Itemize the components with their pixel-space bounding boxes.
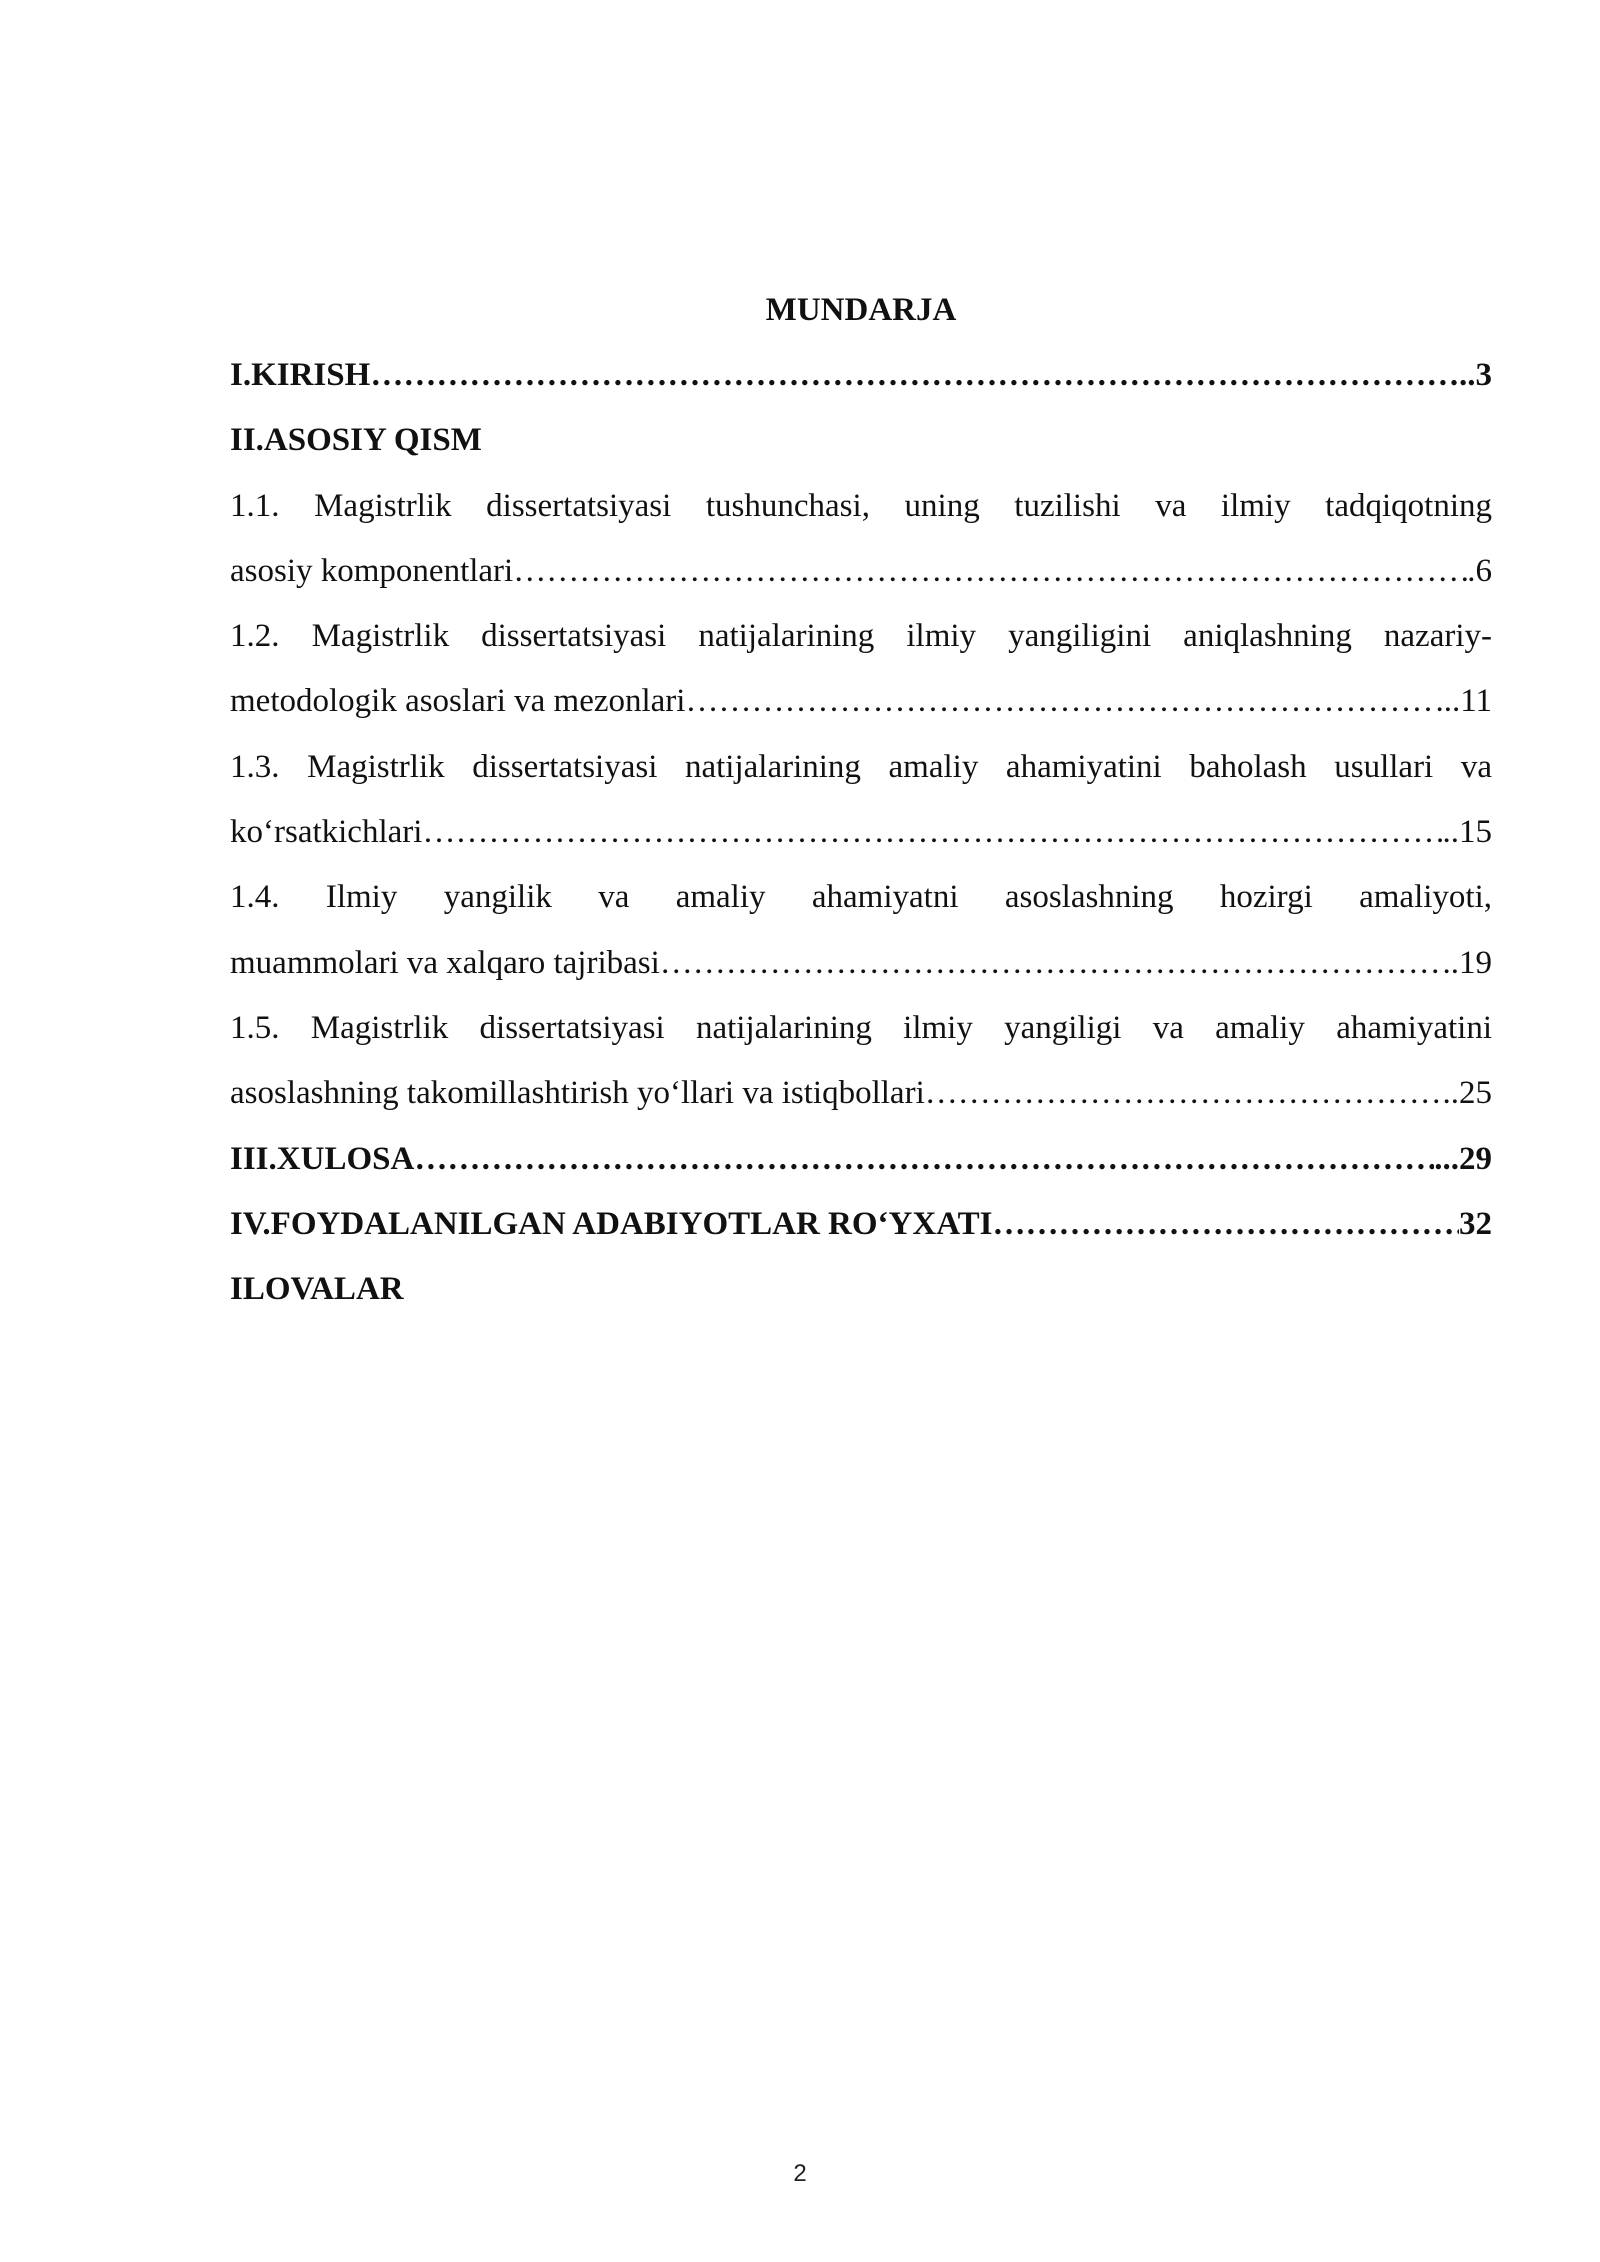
toc-page-number: ...11 <box>1435 683 1492 720</box>
toc-entry-text: asosiy komponentlari <box>230 552 514 589</box>
toc-entry-kirish[interactable] <box>230 343 1492 408</box>
dot-leader <box>925 1061 1443 1126</box>
toc-page-number: 32 <box>1459 1205 1492 1242</box>
toc-page-number: .6 <box>1467 552 1492 589</box>
toc-entry-1-2-line2[interactable] <box>230 669 1492 734</box>
toc-entry-text: I.KIRISH <box>230 357 371 393</box>
dot-leader <box>992 1192 1459 1257</box>
dot-leader <box>370 343 1459 408</box>
toc-entry-text: metodologik asoslari va mezonlari <box>230 683 686 720</box>
dot-leader <box>513 539 1467 604</box>
toc-page-number: ...29 <box>1434 1140 1492 1177</box>
toc-entry-ilovalar[interactable]: ILOVALAR <box>230 1271 404 1308</box>
toc-entry-1-5-line2[interactable] <box>230 1061 1492 1126</box>
toc-title: MUNDARJA <box>765 292 957 328</box>
toc-page-number: ..25 <box>1442 1075 1492 1112</box>
toc-entry-1-4-line2[interactable] <box>230 931 1492 996</box>
toc-entry-1-1-line1[interactable]: 1.1. Magistrlik dissertatsiyasi tushunchasi, uning tuzilishi va ilmiy tadqiqotning <box>230 487 1492 524</box>
toc-entry-adabiyotlar[interactable] <box>230 1192 1492 1257</box>
toc-entry-text: ko‘rsatkichlari <box>230 814 423 851</box>
toc-entry-text: III.XULOSA <box>230 1140 415 1177</box>
dot-leader <box>422 800 1442 865</box>
toc-entry-1-3-line1[interactable]: 1.3. Magistrlik dissertatsiyasi natijalarining amaliy ahamiyatini baholash usullari va <box>230 748 1492 785</box>
toc-entry-asosiy-qism[interactable]: II.ASOSIY QISM <box>230 422 482 459</box>
toc-entry-1-1-line2[interactable] <box>230 539 1492 604</box>
toc-entry-1-2-line1[interactable]: 1.2. Magistrlik dissertatsiyasi natijalarining ilmiy yangiligini aniqlashning nazariy- <box>230 618 1492 655</box>
toc-page-number: ..15 <box>1442 814 1492 851</box>
toc-entry-1-5-line1[interactable]: 1.5. Magistrlik dissertatsiyasi natijalarining ilmiy yangiligi va amaliy ahamiyatini <box>230 1009 1492 1046</box>
toc-page-number: ..19 <box>1442 944 1492 981</box>
dot-leader <box>685 669 1435 734</box>
page-number: 2 <box>793 2160 807 2187</box>
table-of-contents <box>230 278 1492 1322</box>
toc-entry-xulosa[interactable] <box>230 1127 1492 1192</box>
toc-page-number: ..3 <box>1459 357 1492 393</box>
toc-entry-1-3-line2[interactable] <box>230 800 1492 865</box>
toc-entry-text: muammolari va xalqaro tajribasi <box>230 944 660 981</box>
toc-entry-text: asoslashning takomillashtirish yo‘llari va istiqbollari <box>230 1075 925 1112</box>
toc-entry-text: IV.FOYDALANILGAN ADABIYOTLAR RO‘YXATI <box>230 1205 993 1242</box>
dot-leader <box>660 931 1443 996</box>
toc-entry-1-4-line1[interactable]: 1.4. Ilmiy yangilik va amaliy ahamiyatni asoslashning hozirgi amaliyoti, <box>230 879 1492 916</box>
dot-leader <box>414 1127 1434 1192</box>
